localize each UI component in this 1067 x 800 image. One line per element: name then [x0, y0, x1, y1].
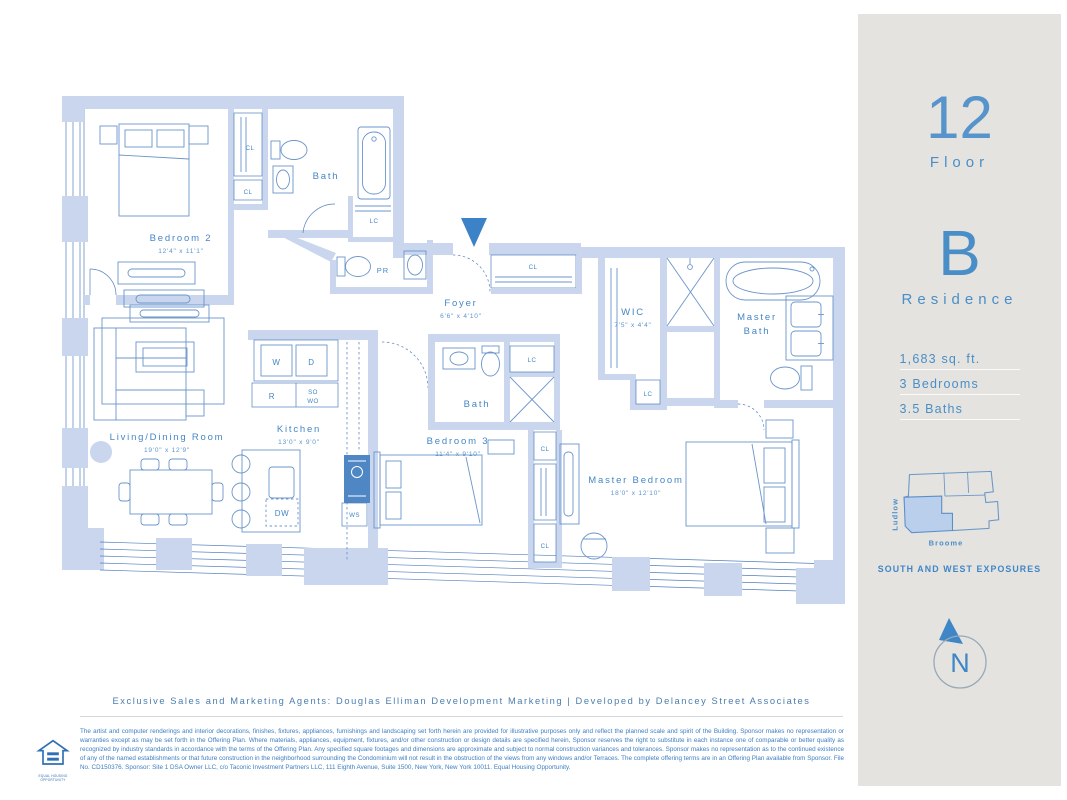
bed: [119, 124, 189, 216]
linen-closet-label: LC: [369, 218, 379, 225]
bed: [686, 440, 799, 528]
showerhead-icon: [688, 265, 693, 270]
closets-bedroom2: [228, 109, 268, 210]
range: [344, 455, 370, 503]
room-kitchen: [232, 330, 374, 560]
room-label: WIC: [621, 307, 645, 318]
footer-divider: [80, 716, 843, 717]
residence-letter: B: [938, 217, 981, 289]
linen-closet-label: LC: [643, 391, 653, 398]
chair: [141, 514, 159, 525]
room-dims: 6'6" x 4'10": [440, 313, 482, 320]
closet-label: CL: [540, 543, 550, 550]
dresser: [560, 444, 579, 524]
sink: [404, 251, 426, 279]
window-seat: [130, 305, 209, 322]
stat-bedrooms: 3 Bedrooms: [900, 377, 1020, 395]
freestanding-tub: [726, 262, 820, 300]
room-master-bedroom: [560, 420, 799, 559]
exterior-walls: [62, 96, 845, 604]
island: [232, 450, 300, 532]
toilet: [771, 366, 813, 390]
room-label: Living/Dining Room: [109, 432, 225, 443]
nightstand: [189, 126, 208, 144]
chair: [581, 533, 607, 559]
bathtub: [358, 127, 390, 199]
room-dims: 11'4" x 9'10": [435, 451, 481, 458]
equal-housing-label: EQUAL HOUSING OPPORTUNITY: [38, 774, 68, 782]
room-master-bath: [714, 258, 833, 430]
west-window-wall: [62, 96, 104, 570]
room-label: Master Bedroom: [588, 475, 684, 486]
bed: [374, 452, 482, 528]
closet-label: CL: [528, 264, 538, 271]
exposures-label: SOUTH AND WEST EXPOSURES: [877, 564, 1042, 574]
side-table: [186, 390, 204, 416]
dishwasher-label: DW: [274, 509, 290, 518]
stool: [232, 483, 250, 501]
room-dims: 7'5" x 4'4": [614, 322, 652, 329]
washer-label: W: [272, 358, 281, 367]
sink: [273, 166, 293, 193]
stool: [232, 455, 250, 473]
chair: [169, 514, 187, 525]
master-shower: [661, 258, 714, 406]
closet-label: CL: [243, 189, 253, 196]
room-dims: 13'0" x 9'0": [278, 439, 320, 446]
floor-number: 12: [926, 84, 993, 151]
double-vanity: [786, 296, 833, 360]
wall-oven-label: WO: [307, 398, 319, 405]
chair: [119, 483, 130, 501]
coffee-table: [136, 342, 194, 372]
closet-stack: [528, 430, 562, 568]
street-left-label: Ludlow: [890, 498, 900, 531]
closet-label: CL: [540, 446, 550, 453]
nightstand: [100, 126, 117, 144]
chair: [141, 459, 159, 470]
unit-stats: [900, 352, 1020, 420]
compass-needle-icon: [939, 618, 963, 644]
toilet: [337, 257, 371, 277]
nightstand: [488, 440, 514, 454]
room-label: Master: [737, 312, 777, 323]
compass: [915, 608, 1005, 704]
nightstand: [766, 420, 793, 438]
room-dims: 18'0" x 12'10": [610, 490, 662, 497]
entry-arrow-icon: [461, 218, 487, 247]
rug: [102, 318, 224, 404]
bench: [118, 262, 195, 284]
room-label: Bath: [743, 326, 771, 337]
room-label: Bath: [312, 171, 340, 182]
residence-label: Residence: [901, 291, 1018, 308]
room-label: Bath: [463, 399, 491, 410]
dryer-label: D: [308, 358, 315, 367]
sink: [443, 348, 475, 369]
shower: [510, 377, 554, 422]
chair: [212, 483, 223, 501]
street-bottom-label: Broome: [928, 538, 963, 548]
agents-line: Exclusive Sales and Marketing Agents: Douglas Elliman Development Marketing | Developed by Delancey Street Associates: [112, 696, 811, 706]
chair: [169, 459, 187, 470]
toilet: [271, 141, 307, 160]
stat-baths: 3.5 Baths: [900, 402, 1020, 420]
compass-north-label: N: [949, 648, 970, 678]
dining-table: [119, 459, 223, 525]
highlighted-unit: [904, 496, 952, 533]
linen-closet-label: LC: [527, 357, 537, 364]
room-label: Foyer: [444, 298, 478, 309]
floor-label: Floor: [929, 154, 990, 171]
room-living-dining: [90, 290, 224, 525]
legal-disclaimer: The artist and computer renderings and interior decorations, finishes, fixtures, appliances, furnishings and landscaping set forth herein are provided for illustrative purposes only and reflect the planned scale and spirit of the Building. Sponsor makes no representation or warranties except as may be set forth in the Offering Plan. Where materials, appliances, equipment, fixtures, and/or other construction or design details are specified herein, Sponsor reserves the right to substitute in each instance one of comparable or better quality as recognized by industry standards in accordance with the terms of the Offering Plan. Any specified square footages and dimensions are approximate and subject to normal construction variances and tolerances. Sponsor makes no representation as to the continued existence of any of the named establishments or that future construction in the neighborhood surrounding the Condominium will not result in the obstruction of the views from any windows and/or Terraces. The complete offering terms are in an Offering Plan available from Sponsor. File No. CD150376. Sponsor: Site 1 DSA Owner LLC, c/o Taconic Investment Partners LLC, 111 Eighth Avenue, Suite 1500, New York, New York 10011. Equal Housing Opportunity.: [80, 728, 844, 771]
plant: [90, 441, 112, 463]
room-label: Kitchen: [276, 424, 322, 435]
info-sidebar: [858, 14, 1061, 786]
speed-oven-label: SO: [308, 389, 318, 396]
bath3-fixtures: [443, 346, 500, 376]
stool: [232, 510, 250, 528]
room-wic: [598, 258, 667, 380]
stat-sqft: 1,683 sq. ft.: [900, 352, 1020, 370]
room-dims: 19'0" x 12'9": [143, 447, 191, 454]
room-label: Bedroom 3: [426, 436, 490, 447]
south-window-wall: [100, 538, 845, 604]
nightstand: [766, 528, 794, 553]
refrigerator-label: R: [268, 392, 276, 401]
wine-storage-label: WS: [349, 512, 360, 519]
room-label: PR: [376, 266, 390, 275]
room-label: Bedroom 2: [149, 233, 213, 244]
building-keyplan: [890, 466, 1030, 552]
entry: [440, 218, 582, 320]
equal-housing-logo: [32, 739, 74, 782]
closet-label: CL: [245, 145, 255, 152]
room-dims: 12'4" x 11'1": [158, 248, 204, 255]
